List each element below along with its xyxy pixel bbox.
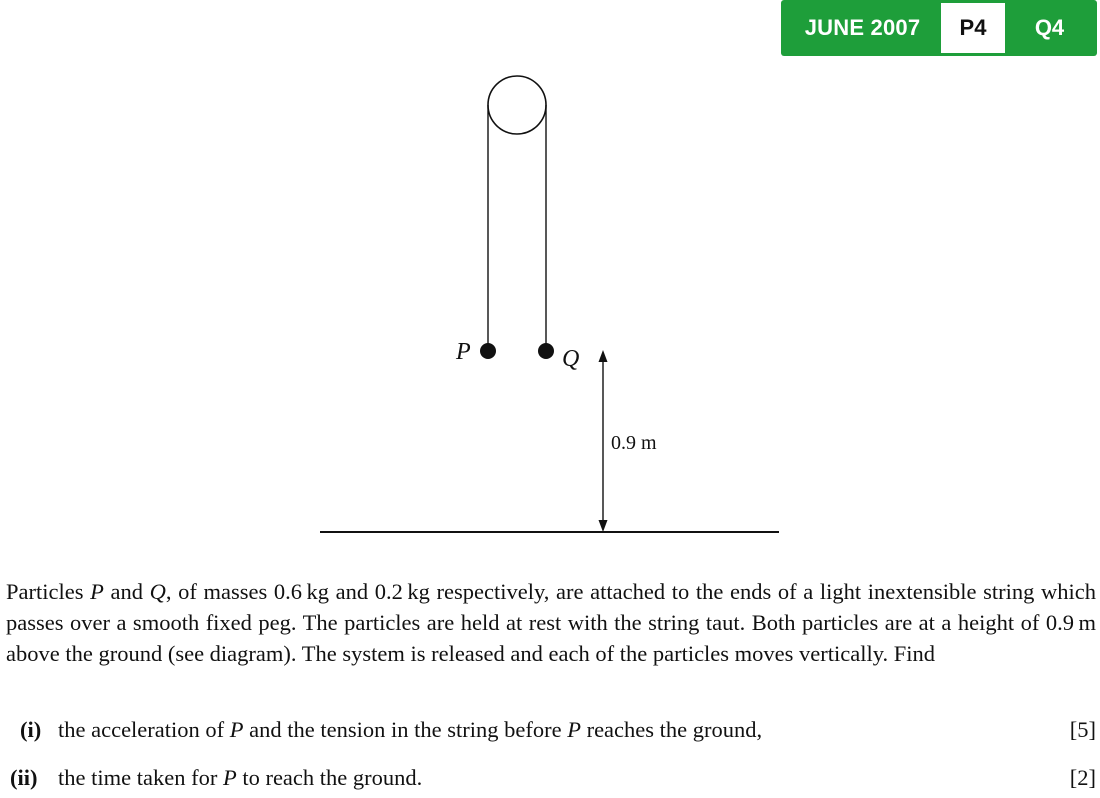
peg	[488, 76, 546, 134]
paper-number: P4	[941, 3, 1005, 53]
height-label: 0.9 m	[611, 432, 657, 454]
stem-text-2: and	[103, 579, 150, 604]
part-number: (i)	[20, 717, 42, 742]
stem-var-p: P	[90, 579, 104, 604]
height-arrow-head-down	[599, 520, 608, 532]
question-stem	[6, 576, 1096, 669]
particle-q	[538, 343, 554, 359]
stem-text-3: , of masses 0.6 kg and 0.2 kg respectively, are attached to the ends of a light inextensible string which passes over a smooth fixed peg. The particles are held at rest with the string taut. Both particles are at a height of 0.9 m above the ground (see diagram). The system is released and each of the particles moves vertically. Find	[6, 579, 1096, 666]
question-part-i	[0, 717, 1100, 749]
part-marks: [5]	[1069, 717, 1096, 742]
particle-p	[480, 343, 496, 359]
stem-var-q: Q	[149, 579, 166, 604]
part-text: the time taken for P to reach the ground.	[58, 765, 423, 790]
label-p: P	[456, 339, 471, 365]
part-marks: [2]	[1069, 765, 1096, 790]
stem-text-1: Particles	[6, 579, 91, 604]
height-arrow-head-up	[599, 350, 608, 362]
part-text: the acceleration of P and the tension in the string before P reaches the ground,	[58, 717, 763, 742]
question-number: Q4	[1034, 15, 1065, 40]
question-part-ii	[0, 765, 1100, 797]
exam-date: JUNE 2007	[804, 15, 921, 40]
label-q: Q	[562, 346, 580, 372]
part-number: (ii)	[10, 765, 38, 790]
